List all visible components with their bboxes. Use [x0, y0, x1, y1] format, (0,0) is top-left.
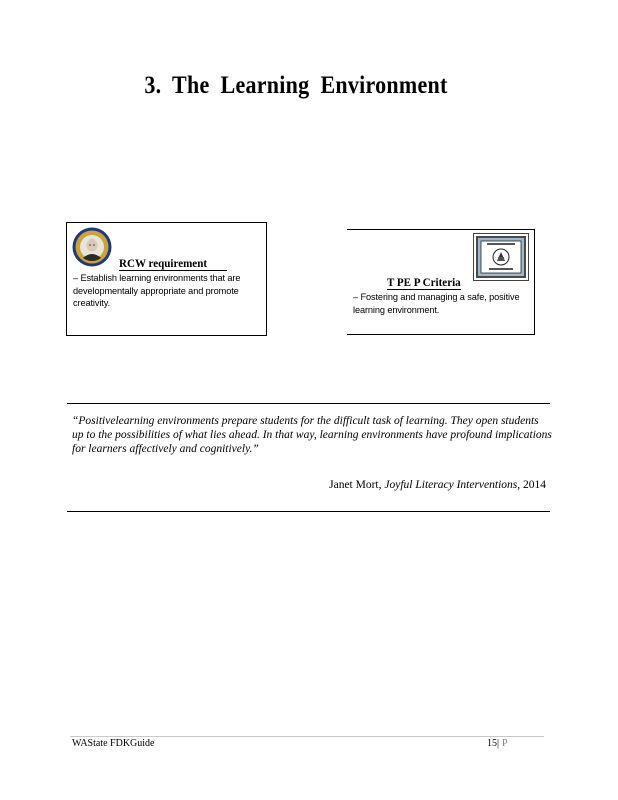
tpep-criteria-box — [347, 229, 535, 335]
footer-rule — [70, 736, 544, 737]
page-separator: | — [497, 738, 500, 749]
tpep-logo-icon — [473, 233, 529, 281]
quote-bottom-rule — [67, 511, 550, 512]
rcw-requirement-box — [66, 222, 267, 336]
rcw-heading: RCW requirement — [119, 256, 208, 270]
quote-author: Janet Mort, — [329, 479, 385, 491]
rcw-heading-underline — [119, 270, 227, 271]
tpep-heading-underline — [387, 289, 461, 290]
footer-doc-title: WAState FDKGuide — [72, 738, 155, 749]
tpep-heading: T PE P Criteria — [387, 275, 461, 289]
quote-top-rule — [67, 403, 550, 404]
quote-attribution — [300, 479, 546, 491]
washington-state-seal-icon — [72, 227, 112, 267]
quote-year: , 2014 — [517, 479, 546, 491]
page-letter: P — [502, 738, 508, 749]
footer-page-number — [487, 738, 508, 749]
rcw-description: – Establish learning environments that are developmentally appropriate and promote creativity. — [73, 273, 241, 308]
page-title: 3. The Learning Environment — [144, 72, 448, 99]
quote-book: Joyful Literacy Interventions — [384, 479, 518, 491]
tpep-description: – Fostering and managing a safe, positive learning environment. — [353, 292, 520, 315]
page-number: 15 — [487, 738, 497, 749]
quote-text: “Positivelearning environments prepare students for the difficult task of learning. They open students up to the possibilities of what lies ahead. In that way, learning environments have profound implications for learners affectively and cognitively.” — [72, 415, 552, 455]
